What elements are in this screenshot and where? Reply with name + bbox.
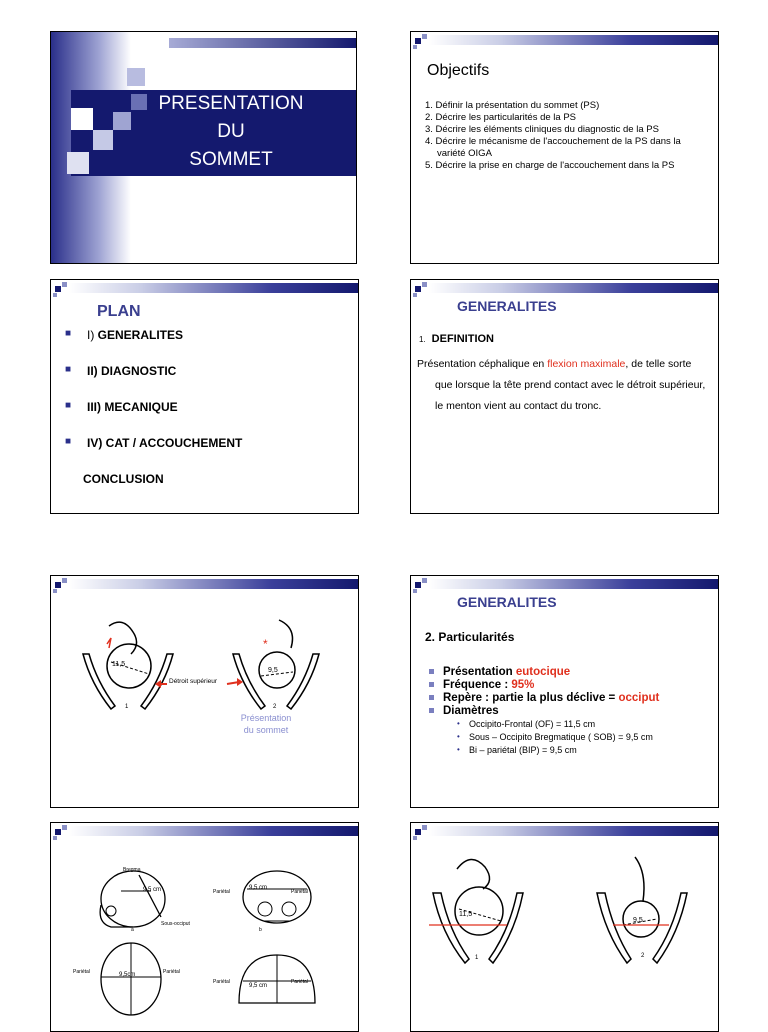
list-item: 1. Définir la présentation du sommet (PS): [425, 100, 600, 111]
slide-header-bar: [51, 576, 358, 596]
list-item: Fréquence : 95%: [427, 679, 712, 691]
list-item: 4. Décrire le mécanisme de l'accouchement de la PS dans la variété OIGA: [425, 136, 681, 159]
decor-square: [71, 108, 93, 130]
list-item: 3. Décrire les éléments cliniques du diagnostic de la PS: [425, 124, 659, 135]
label-parietal: Pariétal: [213, 979, 230, 985]
label-detroit-superieur: Détroit supérieur: [169, 678, 218, 685]
section-heading: 2. Particularités: [425, 630, 515, 644]
bullet-icon: ■: [65, 400, 72, 411]
label-9-5: 9,5: [633, 917, 643, 924]
figure-number: 2: [273, 704, 277, 710]
figure-caption: Présentation du sommet: [240, 713, 292, 735]
label-9-5cm-a: 9,5 cm: [143, 887, 162, 893]
bullet-icon: ■: [65, 364, 72, 375]
bullet-icon: ■: [65, 436, 72, 447]
label-parietal: Pariétal: [291, 889, 308, 895]
engagement-illustration: [411, 853, 718, 993]
list-item: 2. Décrire les particularités de la PS: [425, 112, 577, 123]
slide-objectifs: [410, 31, 719, 264]
label-parietal: Pariétal: [213, 889, 230, 895]
objectives-list: [425, 100, 710, 172]
title-line: SOMMET: [189, 149, 273, 170]
slide-heading: GENERALITES: [457, 594, 557, 610]
diameters-list: [457, 719, 712, 755]
figure-letter: a: [131, 927, 134, 933]
slide-header-bar: [411, 280, 718, 300]
particularites-list: [427, 666, 712, 758]
figure-number: 1: [475, 955, 479, 961]
slide-generalites-definition: [410, 279, 719, 514]
label-parietal: Pariétal: [73, 969, 90, 975]
label-9-5cm-c: 9,5cm: [119, 972, 136, 978]
plan-list: [65, 328, 242, 472]
slide-title-text: [111, 90, 351, 174]
slide-header-bar: [411, 823, 718, 843]
decor-top-bar: [169, 38, 357, 48]
label-9-5cm-d: 9,5 cm: [249, 983, 268, 989]
list-item: • Occipito-Frontal (OF) = 11,5 cm: [457, 719, 596, 729]
slide-title: [50, 31, 357, 264]
slide-generalites-particularites: [410, 575, 719, 808]
figure-number: 2: [641, 953, 645, 959]
slide-figure-engagement: [410, 822, 719, 1032]
decor-square: [67, 152, 89, 174]
list-item: ■ II) DIAGNOSTIC: [65, 364, 177, 378]
label-parietal: Pariétal: [291, 979, 308, 985]
title-line: PRESENTATION: [158, 93, 304, 114]
figure-number: 1: [125, 704, 129, 710]
figure-letter: b: [259, 927, 262, 933]
slide-header-bar: [51, 280, 358, 300]
list-item: 5. Décrire la prise en charge de l'accouchement dans la PS: [425, 160, 675, 171]
decor-square: [93, 130, 113, 150]
list-item: • Bi – pariétal (BIP) = 9,5 cm: [457, 745, 577, 755]
slide-header-bar: [411, 32, 718, 52]
list-item: ■ III) MECANIQUE: [65, 400, 178, 414]
label-9-5cm-b: 9,5 cm: [249, 885, 268, 891]
bullet-icon: ■: [65, 328, 72, 339]
slide-plan: [50, 279, 359, 514]
slide-header-bar: [51, 823, 358, 843]
slide-figure-presentation: [50, 575, 359, 808]
slide-header-bar: [411, 576, 718, 596]
label-sous-occiput: Sous-occiput: [161, 921, 190, 927]
section-heading: 1. DEFINITION: [419, 333, 495, 345]
label-9-5: 9,5: [268, 667, 278, 674]
definition-text: Présentation céphalique en flexion maximale, de telle sorte que lorsque la tête prend contact avec le détroit supérieur, le menton vient au contact du tronc.: [417, 358, 706, 412]
label-bregma: Bregma: [123, 867, 141, 873]
slide-figure-skull-diameters: [50, 822, 359, 1032]
svg-text:*: *: [263, 637, 268, 651]
list-item: Repère : partie la plus déclive = occiput: [427, 692, 712, 704]
slide-heading: Objectifs: [427, 62, 490, 79]
decor-square: [127, 68, 145, 86]
conclusion-label: CONCLUSION: [83, 472, 164, 486]
list-item: Présentation eutocique: [427, 666, 712, 678]
label-11-5: 11,5: [459, 911, 473, 918]
slide-heading: PLAN: [97, 303, 141, 320]
list-item: ■ IV) CAT / ACCOUCHEMENT: [65, 436, 243, 450]
label-11-5: 11,5: [112, 661, 126, 668]
title-line: DU: [217, 121, 245, 142]
list-item: Diamètres • Occipito-Frontal (OF) = 11,5 cm • Sous – Occipito Bregmatique ( SOB) = 9,5 cm • Bi – pariétal (BIP) = 9,5 cm: [427, 705, 712, 755]
list-item: ■ I) GENERALITES: [65, 328, 184, 342]
list-item: • Sous – Occipito Bregmatique ( SOB) = 9,5 cm: [457, 732, 653, 742]
skull-illustration: [51, 851, 358, 1031]
label-parietal: Pariétal: [163, 969, 180, 975]
slide-heading: GENERALITES: [457, 298, 557, 314]
